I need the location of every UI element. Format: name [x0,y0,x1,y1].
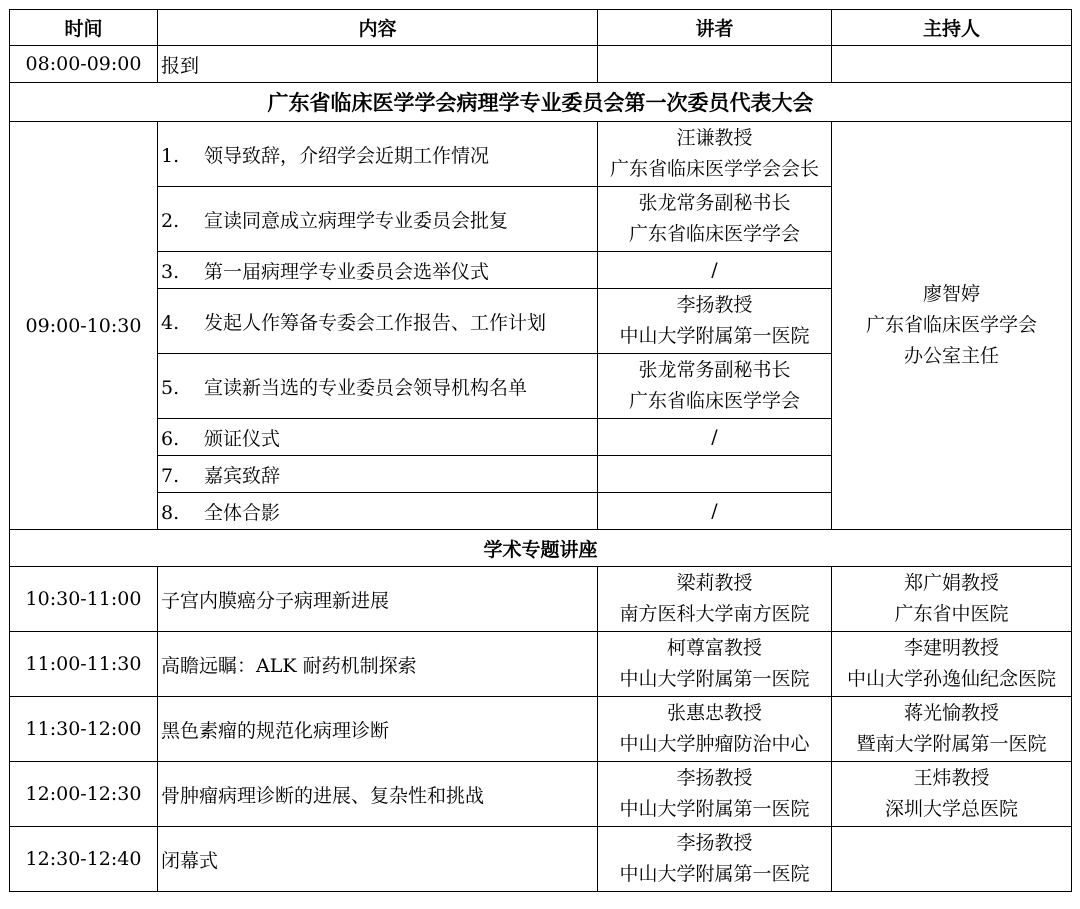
speaker-affiliation: 广东省临床医学学会 [628,390,800,412]
lecture-speaker [598,697,832,762]
table-row [10,697,1072,762]
host-name: 郑广娟教授 [903,572,999,594]
header-row [10,10,1072,46]
lecture-speaker [598,827,832,892]
table-row [10,632,1072,697]
lecture-speaker [598,632,832,697]
item-speaker [598,122,832,187]
item-text: 发起人作筹备专委会工作报告、工作计划 [204,311,547,334]
section-title-lectures: 学术专题讲座 [10,530,1072,567]
header-host: 主持人 [832,10,1072,46]
item-number: 6. [161,427,180,450]
checkin-host [832,46,1072,83]
lecture-time: 12:30-12:40 [10,827,158,892]
table-row [10,827,1072,892]
speaker-name: 李扬教授 [676,294,753,316]
lecture-time: 11:00-11:30 [10,632,158,697]
lecture-time: 10:30-11:00 [10,567,158,632]
lecture-content: 骨肿瘤病理诊断的进展、复杂性和挑战 [158,762,598,827]
speaker-name: 梁莉教授 [676,572,753,594]
host-affiliation: 深圳大学总医院 [884,798,1018,820]
speaker-affiliation: 中山大学肿瘤防治中心 [619,733,810,755]
agenda-item [158,252,598,289]
host-name: 王炜教授 [913,767,990,789]
item-speaker [598,289,832,354]
speaker-affiliation: 南方医科大学南方医院 [619,603,810,625]
lecture-content: 闭幕式 [158,827,598,892]
lecture-host [832,632,1072,697]
header-speaker: 讲者 [598,10,832,46]
header-time: 时间 [10,10,158,46]
lecture-host [832,697,1072,762]
schedule-document [9,9,1071,892]
section-row [10,530,1072,567]
checkin-content: 报到 [158,46,598,83]
lecture-content: 黑色素瘤的规范化病理诊断 [158,697,598,762]
host-affiliation: 中山大学孙逸仙纪念医院 [846,668,1056,690]
header-content: 内容 [158,10,598,46]
checkin-time: 08:00-09:00 [10,46,158,83]
lecture-speaker [598,567,832,632]
lecture-content: 子宫内膜癌分子病理新进展 [158,567,598,632]
speaker-affiliation: 广东省临床医学学会会长 [609,158,819,180]
agenda-item [158,456,598,493]
item-speaker [598,354,832,419]
item-text: 颁证仪式 [204,427,281,450]
agenda-item [158,187,598,252]
item-text: 领导致辞，介绍学会近期工作情况 [204,144,490,167]
checkin-speaker [598,46,832,83]
speaker-affiliation: 中山大学附属第一医院 [619,668,810,690]
item-speaker [598,187,832,252]
speaker-name: 张惠忠教授 [666,702,762,724]
lecture-host [832,567,1072,632]
agenda-item [158,289,598,354]
item-number: 2. [161,209,180,232]
checkin-row [10,46,1072,83]
speaker-name: 李扬教授 [676,767,753,789]
item-speaker: / [598,493,832,530]
host-name: 蒋光愉教授 [903,702,999,724]
host-affiliation: 广东省临床医学学会 [865,314,1037,336]
lecture-time: 12:00-12:30 [10,762,158,827]
lecture-speaker [598,762,832,827]
lecture-host [832,827,1072,892]
item-number: 7. [161,464,180,487]
item-text: 宣读同意成立病理学专业委员会批复 [204,209,509,232]
section-title-assembly: 广东省临床医学学会病理学专业委员会第一次委员代表大会 [10,83,1072,122]
item-number: 3. [161,260,180,283]
table-row [10,567,1072,632]
session-time: 09:00-10:30 [10,122,158,530]
speaker-name: 汪谦教授 [676,127,753,149]
table-row [10,762,1072,827]
item-number: 8. [161,501,180,524]
host-title: 办公室主任 [903,345,999,367]
host-affiliation: 广东省中医院 [894,603,1009,625]
host-name: 廖智婷 [922,283,980,305]
agenda-item [158,419,598,456]
speaker-affiliation: 广东省临床医学学会 [628,223,800,245]
item-number: 5. [161,376,180,399]
lecture-content: 高瞻远瞩：ALK 耐药机制探索 [158,632,598,697]
speaker-name: 张龙常务副秘书长 [638,192,791,214]
item-speaker: / [598,252,832,289]
speaker-name: 李扬教授 [676,832,753,854]
item-number: 4. [161,311,180,334]
speaker-affiliation: 中山大学附属第一医院 [619,325,810,347]
agenda-item [158,354,598,419]
session-host [832,122,1072,530]
item-text: 全体合影 [204,501,281,524]
lecture-time: 11:30-12:00 [10,697,158,762]
host-affiliation: 暨南大学附属第一医院 [856,733,1047,755]
schedule-table [9,9,1072,892]
speaker-affiliation: 中山大学附属第一医院 [619,798,810,820]
item-speaker: / [598,419,832,456]
item-speaker [598,456,832,493]
item-text: 第一届病理学专业委员会选举仪式 [204,260,490,283]
agenda-item [158,493,598,530]
item-number: 1. [161,144,180,167]
host-name: 李建明教授 [903,637,999,659]
item-text: 嘉宾致辞 [204,464,281,487]
item-text: 宣读新当选的专业委员会领导机构名单 [204,376,528,399]
speaker-affiliation: 中山大学附属第一医院 [619,863,810,885]
speaker-name: 张龙常务副秘书长 [638,359,791,381]
section-row [10,83,1072,122]
speaker-name: 柯尊富教授 [666,637,762,659]
agenda-item [158,122,598,187]
lecture-host [832,762,1072,827]
table-row [10,122,1072,187]
